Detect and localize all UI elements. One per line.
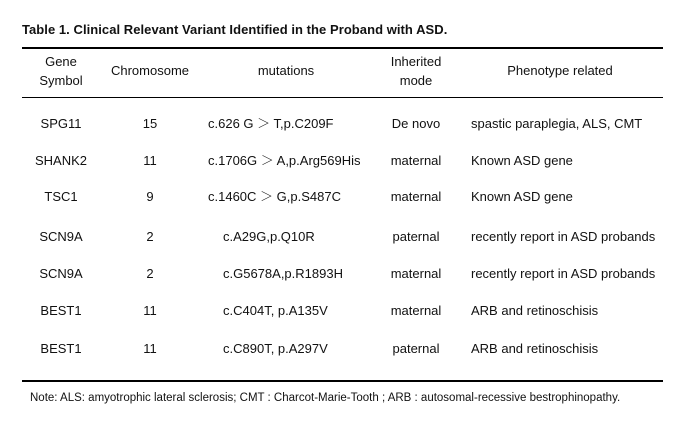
cell-chromosome: 2 xyxy=(146,266,154,281)
header-phenotype: Phenotype related xyxy=(507,63,613,78)
cell-gene: TSC1 xyxy=(44,189,78,204)
cell-mutation: c.1706G ＞ A,p.Arg569His xyxy=(208,153,361,168)
table-bottom-rule xyxy=(22,380,663,382)
header-mutations: mutations xyxy=(257,63,315,78)
cell-mutation: c.1460C ＞ G,p.S487C xyxy=(208,189,341,204)
cell-gene: SCN9A xyxy=(39,266,83,281)
cell-inherited: maternal xyxy=(390,189,442,204)
cell-chromosome: 2 xyxy=(146,229,154,244)
header-inherited-line2: mode xyxy=(399,73,433,88)
cell-gene: BEST1 xyxy=(40,341,82,356)
cell-inherited: paternal xyxy=(392,341,440,356)
cell-phenotype: spastic paraplegia, ALS, CMT xyxy=(471,116,643,131)
cell-gene: BEST1 xyxy=(40,303,82,318)
cell-chromosome: 9 xyxy=(146,189,154,204)
cell-phenotype: recently report in ASD probands xyxy=(471,266,656,281)
header-gene-symbol-line1: Gene xyxy=(45,54,77,69)
cell-inherited: De novo xyxy=(391,116,441,131)
cell-phenotype: ARB and retinoschisis xyxy=(471,341,599,356)
cell-mutation: c.626 G ＞ T,p.C209F xyxy=(208,116,334,131)
cell-chromosome: 11 xyxy=(143,303,157,318)
cell-gene: SCN9A xyxy=(39,229,83,244)
cell-chromosome: 15 xyxy=(142,116,158,131)
cell-inherited: paternal xyxy=(392,229,440,244)
cell-inherited: maternal xyxy=(390,266,442,281)
header-gene-symbol-line2: Symbol xyxy=(39,73,83,88)
table-header-rule xyxy=(22,97,663,98)
cell-phenotype: ARB and retinoschisis xyxy=(471,303,599,318)
table-top-rule xyxy=(22,47,663,49)
cell-chromosome: 11 xyxy=(143,153,157,168)
cell-mutation: c.C404T, p.A135V xyxy=(223,303,328,318)
cell-inherited: maternal xyxy=(390,303,442,318)
cell-phenotype: Known ASD gene xyxy=(471,189,573,204)
cell-gene: SHANK2 xyxy=(34,153,88,168)
cell-phenotype: recently report in ASD probands xyxy=(471,229,656,244)
table-footnote: Note: ALS: amyotrophic lateral sclerosis; CMT : Charcot-Marie-Tooth ; ARB : autosomal-recessive bestrophinopathy. xyxy=(30,392,621,404)
cell-chromosome: 11 xyxy=(143,341,157,356)
cell-phenotype: Known ASD gene xyxy=(471,153,573,168)
header-chromosome: Chromosome xyxy=(110,63,190,78)
cell-inherited: maternal xyxy=(390,153,442,168)
table-title: Table 1. Clinical Relevant Variant Identified in the Proband with ASD. xyxy=(22,22,448,37)
header-inherited-mode xyxy=(391,52,442,90)
header-gene-symbol xyxy=(39,52,82,90)
cell-gene: SPG11 xyxy=(40,116,82,131)
cell-mutation: c.G5678A,p.R1893H xyxy=(223,266,343,281)
cell-mutation: c.A29G,p.Q10R xyxy=(223,229,315,244)
header-inherited-line1: Inherited xyxy=(390,54,442,69)
cell-mutation: c.C890T, p.A297V xyxy=(223,341,328,356)
